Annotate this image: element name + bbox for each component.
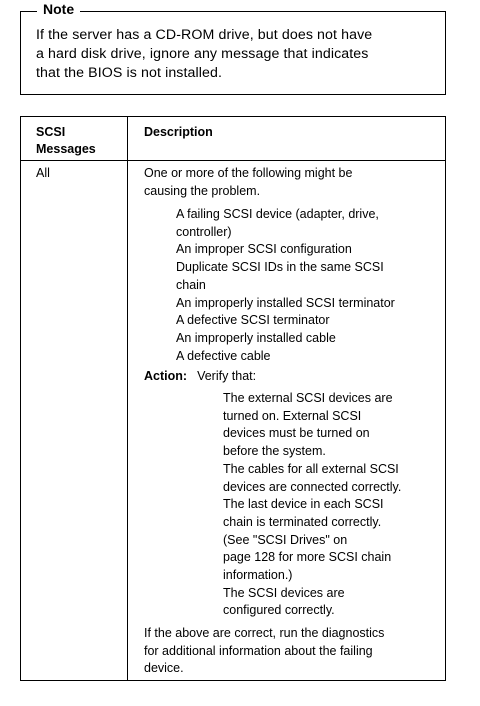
- list-item: controller): [176, 224, 232, 239]
- list-item: The external SCSI devices are: [223, 391, 393, 405]
- list-item: devices are connected correctly.: [223, 479, 402, 494]
- list-item: before the system.: [223, 444, 326, 459]
- list-item: A defective cable: [176, 348, 271, 363]
- list-item: information.): [223, 568, 293, 583]
- note-line: If the server has a CD-ROM drive, but does not have: [36, 27, 373, 43]
- list-item: An improperly installed cable: [176, 330, 336, 345]
- list-item: Duplicate SCSI IDs in the same SCSI: [176, 260, 384, 275]
- column-divider: [127, 116, 128, 681]
- action-label: Action:: [144, 369, 188, 383]
- note-line: that the BIOS is not installed.: [36, 65, 223, 81]
- action-line: [144, 368, 256, 386]
- note-line: a hard disk drive, ignore any message that indicates: [36, 46, 369, 62]
- list-item: The last device in each SCSI: [223, 497, 384, 512]
- header-description: Description: [144, 125, 213, 139]
- list-item: A failing SCSI device (adapter, drive,: [176, 207, 379, 221]
- header-divider: [20, 160, 446, 161]
- list-item: The cables for all external SCSI: [223, 461, 399, 476]
- checks-list: [223, 390, 401, 620]
- note-title: Note: [37, 0, 80, 18]
- note-text: [36, 26, 436, 83]
- list-item: configured correctly.: [223, 603, 335, 618]
- list-item: page 128 for more SCSI chain: [223, 550, 392, 565]
- list-item: chain is terminated correctly.: [223, 514, 382, 529]
- list-item: (See "SCSI Drives" on: [223, 532, 348, 547]
- list-item: A defective SCSI terminator: [176, 313, 330, 328]
- list-item: chain: [176, 277, 206, 292]
- closing-paragraph: If the above are correct, run the diagnostics for additional information about the failing device.: [144, 626, 385, 676]
- action-text: Verify that:: [197, 369, 257, 383]
- list-item: An improper SCSI configuration: [176, 242, 352, 257]
- list-item: devices must be turned on: [223, 426, 370, 441]
- description-intro: One or more of the following might be causing the problem.: [144, 166, 353, 198]
- header-scsi-messages: SCSI Messages: [36, 125, 96, 156]
- causes-list: [176, 206, 395, 365]
- message-cell: All: [36, 166, 50, 180]
- list-item: An improperly installed SCSI terminator: [176, 295, 395, 310]
- list-item: The SCSI devices are: [223, 585, 345, 600]
- list-item: turned on. External SCSI: [223, 408, 362, 423]
